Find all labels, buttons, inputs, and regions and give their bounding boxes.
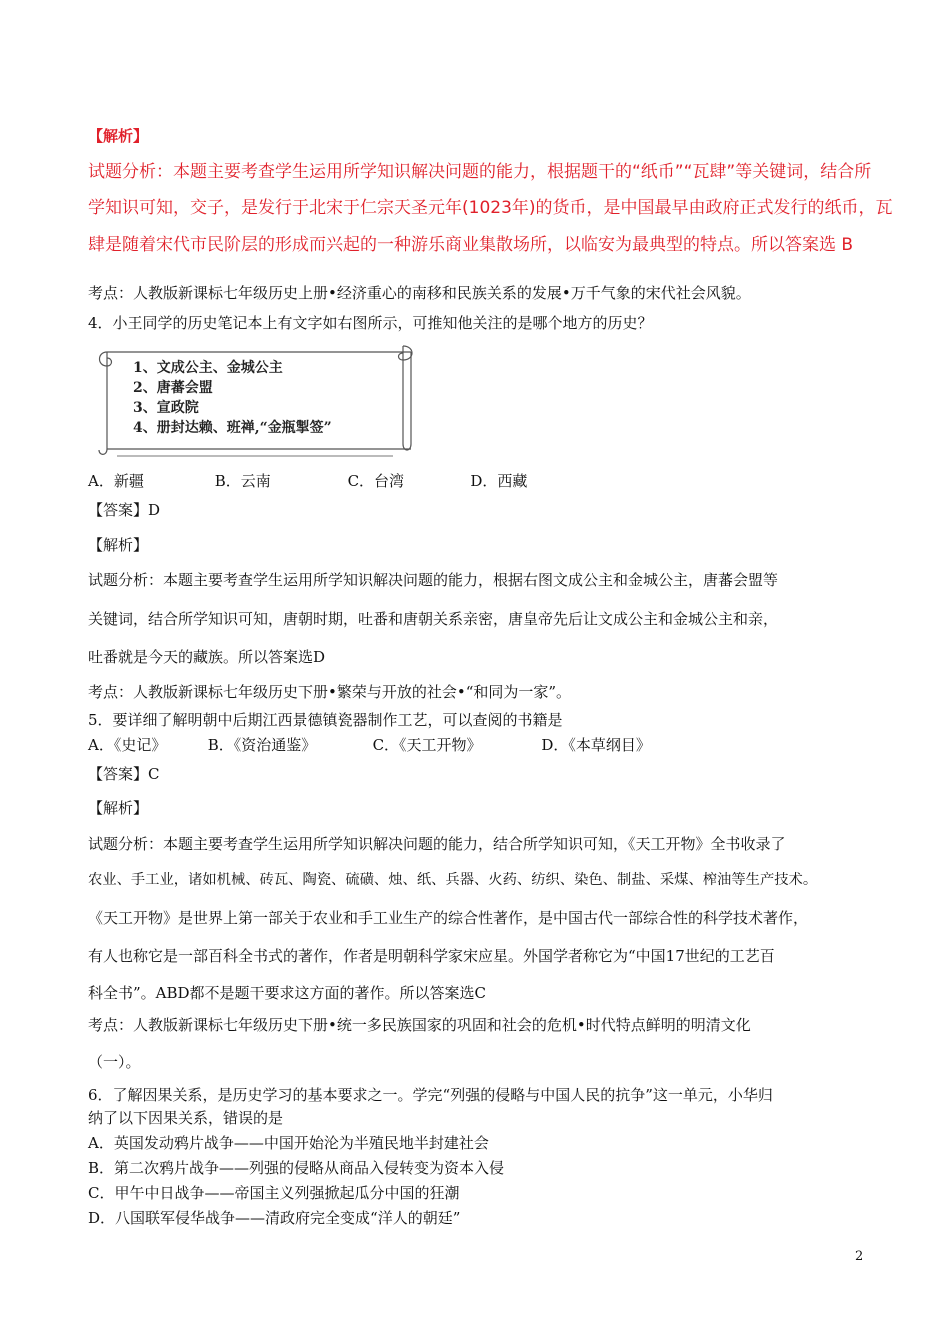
q5-option-a: A．《史记》 xyxy=(88,736,167,754)
q5-stem: 5．要详细了解明朝中后期江西景德镇瓷器制作工艺，可以查阅的书籍是 xyxy=(88,711,563,729)
scroll-item: 3、宣政院 xyxy=(133,400,199,416)
q5-answer: 【答案】C xyxy=(88,765,160,783)
q6-option-a: A．英国发动鸦片战争——中国开始沦为半殖民地半封建社会 xyxy=(88,1134,489,1152)
q5-option-c: C．《天工开物》 xyxy=(372,736,482,754)
q5-kaodian-line-2: （一）。 xyxy=(88,1053,141,1071)
q6-option-b: B．第二次鸦片战争——列强的侵略从商品入侵转变为资本入侵 xyxy=(88,1159,505,1177)
q4-option-b: B．云南 xyxy=(214,472,271,490)
q5-analysis-line-4: 有人也称它是一部百科全书式的著作，作者是明朝科学家宋应星。外国学者称它为“中国17世纪的工艺百 xyxy=(88,947,775,965)
q3-jiexi-label: 【解析】 xyxy=(88,127,149,145)
q4-kaodian: 考点：人教版新课标七年级历史下册•繁荣与开放的社会•“和同为一家”。 xyxy=(88,683,572,701)
q6-stem-line-1: 6．了解因果关系，是历史学习的基本要求之一。学完“列强的侵略与中国人民的抗争”这一单元，小华归 xyxy=(88,1086,773,1104)
q3-kaodian: 考点：人教版新课标七年级历史上册•经济重心的南移和民族关系的发展•万千气象的宋代社会风貌。 xyxy=(88,284,751,302)
q4-analysis-line-1: 试题分析：本题主要考查学生运用所学知识解决问题的能力，根据右图文成公主和金城公主，唐蕃会盟等 xyxy=(88,571,779,589)
q5-kaodian-line-1: 考点：人教版新课标七年级历史下册•统一多民族国家的巩固和社会的危机•时代特点鲜明的明清文化 xyxy=(88,1016,751,1034)
q5-analysis-line-5: 科全书”。ABD都不是题干要求这方面的著作。所以答案选C xyxy=(88,984,487,1002)
q5-analysis-line-1: 试题分析：本题主要考查学生运用所学知识解决问题的能力，结合所学知识可知，《天工开物》全书收录了 xyxy=(88,835,786,853)
q4-option-d: D．西藏 xyxy=(470,472,528,490)
q4-stem: 4．小王同学的历史笔记本上有文字如右图所示，可推知他关注的是哪个地方的历史？ xyxy=(88,314,653,332)
q3-analysis-line-1: 试题分析：本题主要考查学生运用所学知识解决问题的能力，根据题干的“纸币”“瓦肆”等关键词，结合所 xyxy=(88,162,872,182)
scroll-item: 4、册封达赖、班禅,“金瓶掣签” xyxy=(133,420,332,436)
q4-analysis-line-3: 吐番就是今天的藏族。所以答案选D xyxy=(88,648,326,666)
scroll-note-image xyxy=(93,344,419,459)
scroll-item: 2、唐蕃会盟 xyxy=(133,380,213,396)
q4-options xyxy=(88,471,527,491)
scroll-item-list xyxy=(133,358,332,438)
q5-option-b: B．《资治通鉴》 xyxy=(207,736,317,754)
q6-option-d: D．八国联军侵华战争——清政府完全变成“洋人的朝廷” xyxy=(88,1209,461,1227)
q5-analysis-line-2: 农业、手工业，诸如机械、砖瓦、陶瓷、硫磺、烛、纸、兵器、火药、纺织、染色、制盐、采煤、榨油等生产技术。 xyxy=(88,872,818,888)
q6-stem-line-2: 纳了以下因果关系，错误的是 xyxy=(88,1109,284,1127)
q4-option-c: C．台湾 xyxy=(347,472,405,490)
q6-option-c: C．甲午中日战争——帝国主义列强掀起瓜分中国的狂潮 xyxy=(88,1184,460,1202)
q5-jiexi-label: 【解析】 xyxy=(88,799,149,817)
q4-answer: 【答案】D xyxy=(88,501,161,519)
q5-options xyxy=(88,735,651,755)
q3-analysis-line-2: 学知识可知，交子，是发行于北宋于仁宗天圣元年(1023年)的货币，是中国最早由政府正式发行的纸币，瓦 xyxy=(88,198,893,218)
q4-option-a: A．新疆 xyxy=(88,472,144,490)
q4-analysis-line-2: 关键词，结合所学知识可知，唐朝时期，吐番和唐朝关系亲密，唐皇帝先后让文成公主和金城公主和亲， xyxy=(88,610,779,628)
q5-analysis-line-3: 《天工开物》是世界上第一部关于农业和手工业生产的综合性著作，是中国古代一部综合性的科学技术著作， xyxy=(88,909,809,927)
q4-jiexi-label: 【解析】 xyxy=(88,536,149,554)
page-number: 2 xyxy=(855,1249,864,1264)
scroll-item: 1、文成公主、金城公主 xyxy=(133,360,283,376)
q5-option-d: D．《本草纲目》 xyxy=(541,736,651,754)
q3-analysis-line-3: 肆是随着宋代市民阶层的形成而兴起的一种游乐商业集散场所，以临安为最典型的特点。所以答案选 B xyxy=(88,235,854,255)
